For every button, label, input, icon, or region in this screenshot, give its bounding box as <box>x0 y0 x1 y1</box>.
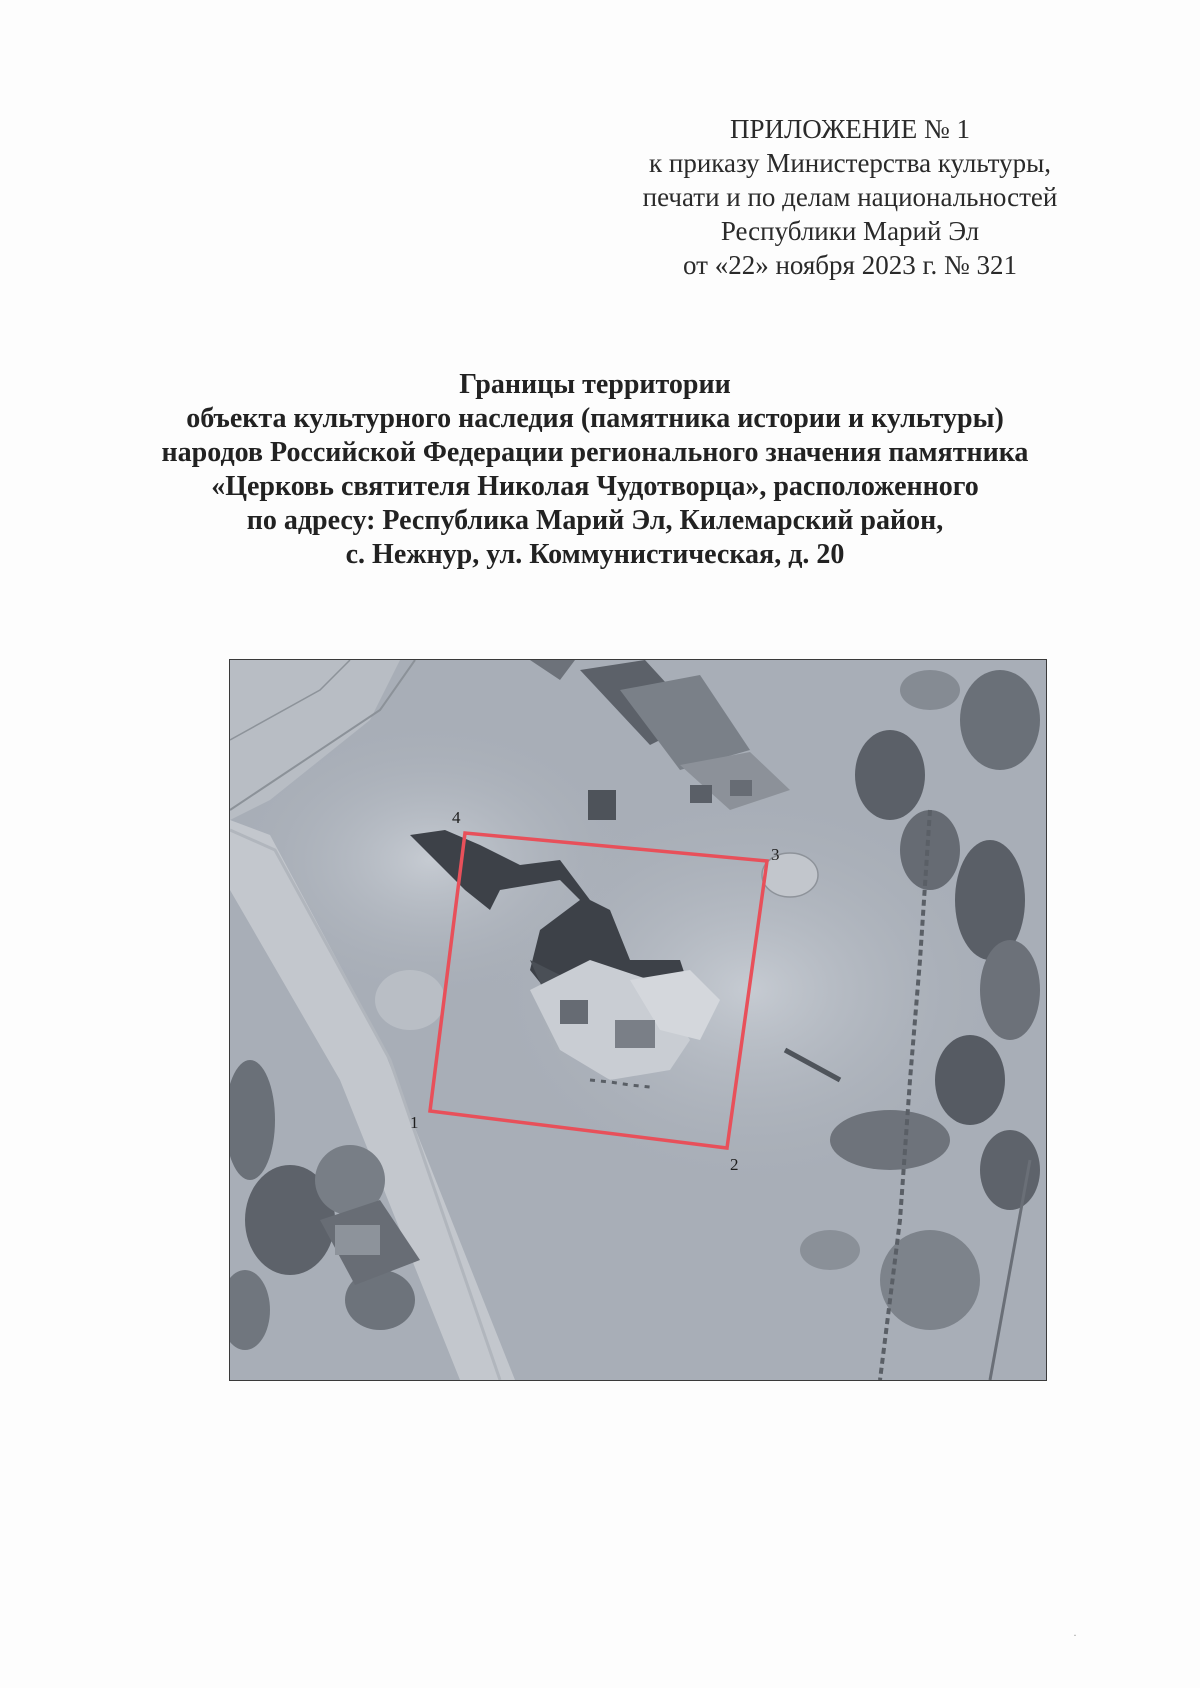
title-line-3: народов Российской Федерации регионального значения памятника <box>161 437 1029 468</box>
boundary-point-2-label: 2 <box>730 1155 739 1174</box>
appendix-ministry: печати и по делам национальностей <box>642 182 1058 212</box>
title-line-5: по адресу: Республика Марий Эл, Килемарский район, <box>246 505 944 536</box>
title-line-6: с. Нежнур, ул. Коммунистическая, д. 20 <box>345 539 845 570</box>
document-title <box>150 368 1040 572</box>
appendix-number: ПРИЛОЖЕНИЕ № 1 <box>729 114 971 144</box>
aerial-map <box>229 659 1047 1381</box>
appendix-order-ref: к приказу Министерства культуры, <box>649 148 1051 178</box>
boundary-point-3-label: 3 <box>771 845 780 864</box>
appendix-republic: Республики Марий Эл <box>720 216 980 246</box>
boundary-point-4-label: 4 <box>452 808 461 827</box>
title-line-2: объекта культурного наследия (памятника истории и культуры) <box>186 403 1004 434</box>
title-line-4: «Церковь святителя Николая Чудотворца», расположенного <box>211 471 979 502</box>
scan-artifact: · <box>1073 1628 1077 1642</box>
title-line-1: Границы территории <box>459 369 731 400</box>
aerial-map-image <box>230 660 1046 1380</box>
appendix-header <box>590 112 1110 282</box>
boundary-point-1-label: 1 <box>410 1113 419 1132</box>
appendix-date-number: от «22» ноября 2023 г. № 321 <box>683 250 1017 280</box>
